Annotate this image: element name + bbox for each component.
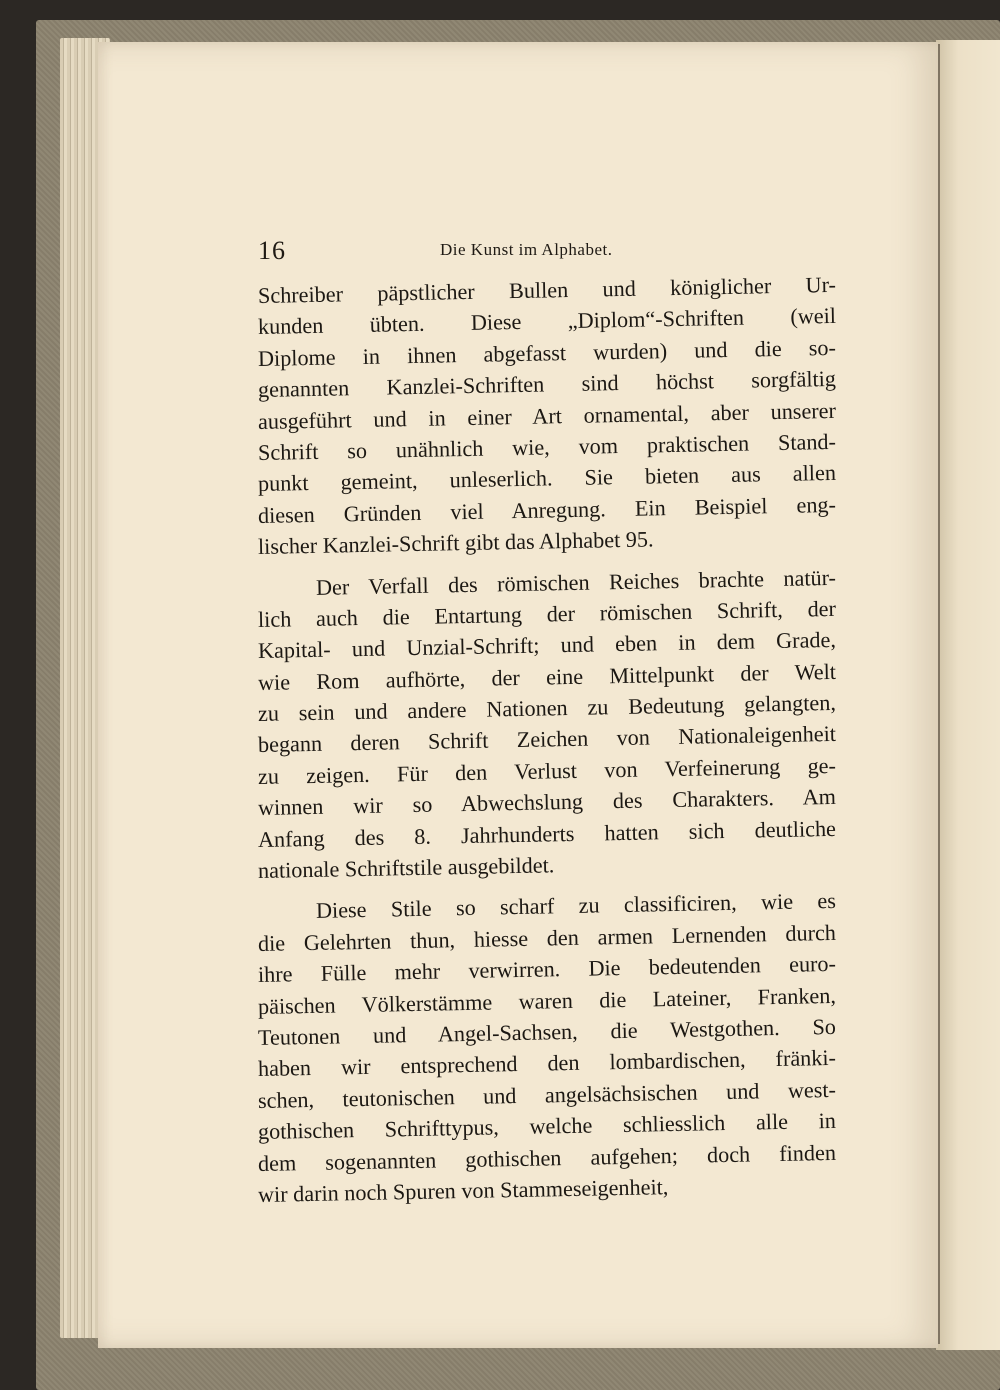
paragraph [257, 271, 837, 563]
text-line: Schreiber päpstlicher Bullen und königlicher Ur- [257, 271, 837, 308]
text-line: ihre Fülle mehr verwirren. Die bedeutenden euro- [257, 951, 837, 988]
running-head-title: Die Kunst im Alphabet. [440, 240, 613, 259]
body-text [257, 271, 837, 1210]
text-line: genannten Kanzlei-Schriften sind höchst sorgfältig [257, 366, 837, 403]
facing-page-edge [936, 40, 1000, 1350]
text-line: Kapital- und Unzial-Schrift; und eben in dem Grade, [257, 627, 837, 664]
page-number: 16 [258, 236, 286, 265]
text-line: päischen Völkerstämme waren die Lateiner, Franken, [257, 982, 837, 1019]
text-line: Der Verfall des römischen Reiches brachte natür- [315, 564, 837, 600]
text-line: Diplome in ihnen abgefasst wurden) und die so- [257, 334, 837, 371]
text-line: kunden übten. Diese „Diplom“-Schriften (weil [257, 303, 837, 340]
paragraph [257, 564, 837, 887]
text-line: die Gelehrten thun, hiesse den armen Lernenden durch [257, 919, 837, 956]
book-page [98, 42, 938, 1348]
text-line: punkt gemeint, unleserlich. Sie bieten aus allen [257, 460, 837, 497]
gutter-shadow [938, 44, 940, 1344]
text-line: Anfang des 8. Jahrhunderts hatten sich deutliche [257, 815, 837, 852]
text-line: ausgeführt und in einer Art ornamental, aber unserer [257, 397, 837, 434]
text-line: zu sein und andere Nationen zu Bedeutung gelangten, [257, 689, 837, 727]
text-line: Schrift so unähnlich wie, vom praktischen Stand- [257, 428, 837, 465]
text-line: diesen Gründen viel Anregung. Ein Beispiel eng- [257, 491, 837, 528]
paragraph [257, 888, 837, 1210]
text-line: lich auch die Entartung der römischen Schrift, der [257, 595, 837, 632]
text-line: haben wir entsprechend den lombardischen, fränki- [257, 1045, 837, 1082]
text-line: nationale Schriftstile ausgebildet. [257, 852, 555, 884]
text-line: gothischen Schrifttypus, welche schliesslich alle in [257, 1108, 837, 1145]
text-line: Teutonen und Angel-Sachsen, die Westgothen. So [257, 1013, 837, 1050]
text-line: zu zeigen. Für den Verlust von Verfeinerung ge- [257, 752, 837, 789]
running-head [98, 230, 938, 270]
text-line: dem sogenannten gothischen aufgehen; doch finden [257, 1139, 837, 1176]
text-line: winnen wir so Abwechslung des Charakters. Am [257, 784, 837, 821]
text-line: schen, teutonischen und angelsächsischen und west- [257, 1076, 837, 1113]
text-line: lischer Kanzlei-Schrift gibt das Alphabet 95. [257, 526, 654, 560]
text-line: Diese Stile so scharf zu classificiren, wie es [315, 888, 837, 924]
text-line: wie Rom aufhörte, der eine Mittelpunkt der Welt [257, 658, 837, 695]
text-line: wir darin noch Spuren von Stammeseigenheit, [257, 1174, 669, 1207]
text-line: begann deren Schrift Zeichen von Nationaleigenheit [257, 721, 837, 758]
